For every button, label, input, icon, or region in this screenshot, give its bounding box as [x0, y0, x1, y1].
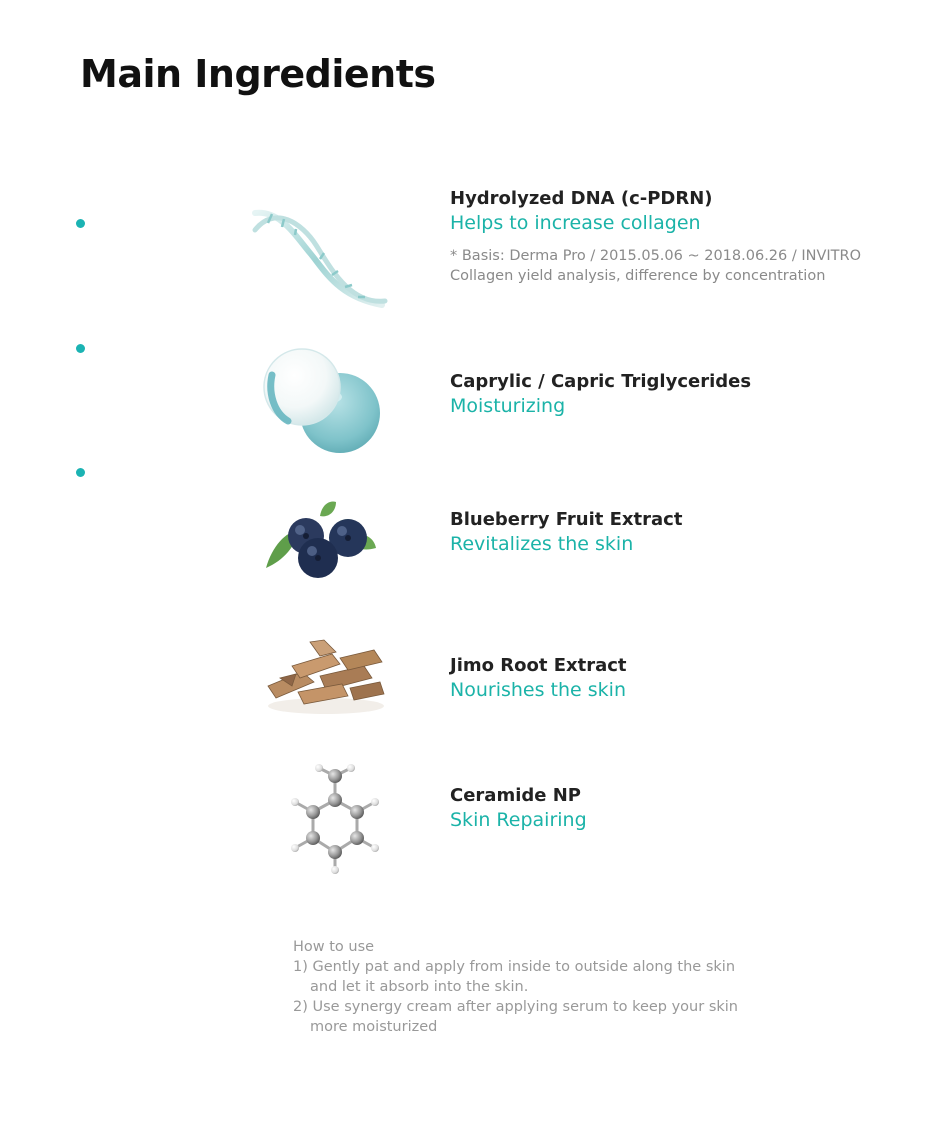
ingredient-note [450, 246, 861, 286]
note-line: Collagen yield analysis, difference by concentration [450, 268, 826, 284]
dried-root-image [262, 636, 390, 716]
oil-droplets-image [258, 345, 388, 457]
accent-dot [76, 344, 85, 353]
ingredient-item [450, 507, 682, 557]
how-to-use-step-cont: more moisturized [310, 1019, 438, 1035]
accent-dot [76, 468, 85, 477]
dna-helix-image [250, 205, 390, 315]
ingredient-item [450, 186, 861, 286]
ingredient-effect: Nourishes the skin [450, 679, 626, 701]
blueberries-image [262, 498, 380, 580]
ingredient-item [450, 783, 587, 833]
ingredient-name: Jimo Root Extract [450, 655, 627, 676]
page-title: Main Ingredients [80, 52, 436, 96]
how-to-use-step: 2) Use synergy cream after applying serum to keep your skin [293, 999, 738, 1015]
accent-dot [76, 219, 85, 228]
how-to-use-heading: How to use [293, 939, 375, 955]
how-to-use [293, 937, 738, 1037]
how-to-use-step: 1) Gently pat and apply from inside to outside along the skin [293, 959, 736, 975]
ingredient-effect: Helps to increase collagen [450, 212, 701, 234]
ingredient-name: Caprylic / Capric Triglycerides [450, 371, 752, 392]
note-line: * Basis: Derma Pro / 2015.05.06 ~ 2018.06.26 / INVITRO [450, 248, 862, 264]
ingredient-name: Ceramide NP [450, 785, 581, 806]
molecule-model-image [285, 760, 385, 880]
ingredient-item [450, 653, 627, 703]
ingredient-effect: Revitalizes the skin [450, 533, 634, 555]
ingredient-name: Blueberry Fruit Extract [450, 509, 683, 530]
ingredient-effect: Skin Repairing [450, 809, 587, 831]
ingredient-effect: Moisturizing [450, 395, 566, 417]
how-to-use-step-cont: and let it absorb into the skin. [310, 979, 529, 995]
ingredient-item [450, 369, 751, 419]
ingredient-name: Hydrolyzed DNA (c-PDRN) [450, 188, 713, 209]
